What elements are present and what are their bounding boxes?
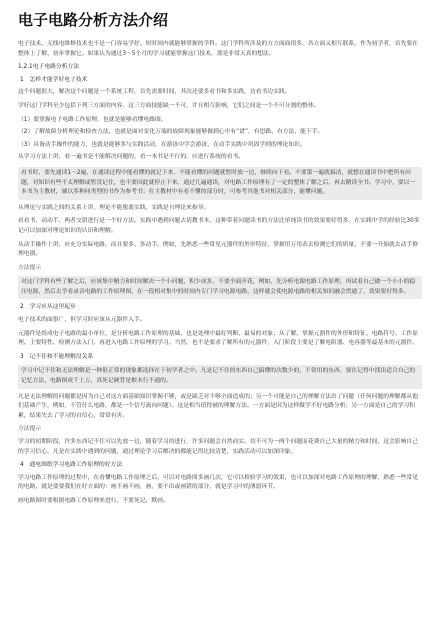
subsection-heading-1: 1 怎样才能学好电子技术 xyxy=(20,76,88,83)
page-title: 电子电路分析方法介绍 xyxy=(18,11,169,29)
document-body xyxy=(18,40,422,507)
paragraph-8: 电子技术的面很广，但学习时应该从元器件入手。 xyxy=(18,317,146,324)
section-heading: 1.2.1电子电路分析方法 xyxy=(18,64,80,71)
subsection-heading-4: 4 通电图纸学习电路工作原理的好方法 xyxy=(20,462,123,469)
skill-list xyxy=(18,116,422,151)
tip-paragraph-1: 对这门学科有些了解之后，应该集中精力和时间解决一个小问题，积少成多，不要全面开花，例如，先分析电源电路工作原理，再试着自己做一个小小的稳压电源，然后去学看录音电路的工作原理图，在一段相对集中的时间内专门学习电源电路，这样就会使电源电路的相关知识融会贯通了，效果要好得多。 xyxy=(18,276,422,299)
list-item: （2）了解故障分析理论和检查方法，也就是面对变化万端的故障现象能够做到心中有“谱”，有思路、有方法，能下手。 xyxy=(18,129,324,136)
intro-paragraph: 电子技术、无线电维修技术也不是一门容易学好、短时间内就能够掌握的学科。这门学科所涉及的方方面面很多，各方面又相互联系，作为初学者，首先要在整体上了解、初步掌握它。如果认为通过3～5个月的学习就能掌握这门技术，那是非常天真的想法。 xyxy=(18,41,418,57)
paragraph-9: 元器件是组成电子电路的最小单位，是分析电路工作原理的基础，也是处理中最好判断、最易的对象；从了解、掌握元器件的外形和特征、电路符号、工作原理、主要特性、检测方法入门，再进入电路工作原理的学习。当然，也不是要求了解所有的元器件，入门阶段主要是了解电阻器、电容器等最基本的元器件。 xyxy=(18,330,418,347)
paragraph-12: 学习电路工作原理的过程中，在看懂电路工作原理之后，可以对电路图多画几次，它可以检验学习的效果，也可以加深对电路工作原理的理解，熟悉一些常见的电路，就是要要我们在好方面的：画不画不画，画，要不出或画错的部分，就是学习中的薄弱环节。 xyxy=(18,474,418,491)
tip-paragraph-2: 学习的初期阶段，许多东西记不住可以先放一边，随着学习的进行，许多问题会自然而实。切不可为一两个问题而花费自己大量的精力和时间，这会影响自己的学习信心。凡是在实践中遇到的问题，通过理论学习后解决的都能记得比较清楚，实践活动可以加深印象。 xyxy=(18,439,418,455)
tip-label-2: 方法提示 xyxy=(18,426,42,433)
paragraph-13: 画电路图时要根据电路工作原理来进行，不要死记、默画。 xyxy=(18,497,169,504)
list-item: （3）具备动手操作的能力，也就是能够多与实践活动，在游泳中学会游泳，在动手实践中巩固学到的理论知识。 xyxy=(18,141,306,148)
paragraph-4-highlighted: 看书时，要先通读1～2遍，在通读过程中能看懂的就记下来，不能看懂的问题就暂时放一边，继续向下看。不要第一遍就搞清，就想在通读书中把所有问题，对知识有些不太理解或暂没记住，也不要因此就停止下来。通过几遍通读，对电路工作原理有了一定的整体了解之后，再去精读全书。学习中，要以一本书为主教材，辅以多种同类型的书作为参考书；在主教材中有看不懂的部分时，可参考其他书对相关部分，能懂问题。 xyxy=(18,167,422,200)
subsection-heading-2: 2 学习应从这里起步 xyxy=(20,304,76,311)
paragraph-3: 从学习方法上讲，看一遍书是不能解决问题的，看一本书是不行的，应进行系统的看书。 xyxy=(18,154,245,161)
paragraph-5: 从理论与实践之间的关系上讲，理论不能脱离实践，实践是自理论来指导。 xyxy=(18,204,210,211)
paragraph-10-highlighted: 学习中记不住和无法理解是一种很正常的现象都选择在于初学者之中。凡是记不住的东西自己搞懂的次数少的，不常用的东西，要在记得中找出适合自己的记忆方法，电路图成千上万，真死记硬背是根本行不通的。 xyxy=(18,365,422,388)
paragraph-2: 学好这门学科至少包括下列三方面的内容，这三方面技能缺一不可，并且相互影响，它们之间是一个不可分割的整体。 xyxy=(18,102,320,109)
list-item: （1）要掌握电子电路工作原理，也就是能够看懂电路图。 xyxy=(18,116,167,123)
paragraph-11: 凡是无法理解的问题都是因为自己对这方面基础知识掌握不够，或是缺乏对不够全面造成的；另一个可能是自己的理解方法出了问题（任何问题的理解都从他们基础产生，例如，不管什么电路，都是一个信号流向问题）。这是相当值得被的理解方法。一方面是因为这样做学不好电路分析；另一方面是自己的学习积累，结果失去了学习的自信心，常常有害。 xyxy=(18,393,418,419)
tip-label: 方法提示 xyxy=(18,264,42,271)
paragraph-7: 从动手操作上讲，应充分实际电路，而且要多、多动手。例如，先熟悉一些常见元器件的外形特征，掌握用万用表去检测它们的质量，不要一开始就去动手修理电器。 xyxy=(18,241,418,258)
paragraph-1: 这个问题很大，解决这个问题是一个系统工程，首先需要时间，其次还要多看书和多实践，边看书边实践。 xyxy=(18,89,291,96)
subsection-heading-3: 3 记不住和不能理解没关系 xyxy=(20,353,94,360)
paragraph-6: 看看书，动动手，两者交错进行是一个好方法。实践中遇到问题去请教书本，这种带着问题读书的方法比单纯读书的效果要好得多。在实践中学的经验比30多记可以加深对理论知识的认识和理解。 xyxy=(18,218,420,234)
